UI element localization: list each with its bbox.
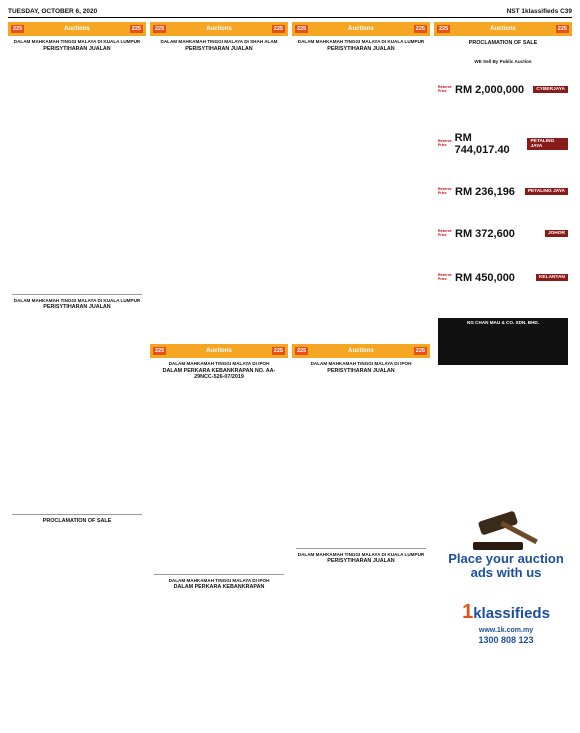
- contact-panel: [438, 318, 568, 366]
- listing-price-row: [438, 132, 568, 156]
- notice-title: PERISYTIHARAN JUALAN: [327, 367, 395, 374]
- notice-title: PERISYTIHARAN JUALAN: [327, 45, 395, 52]
- section-header: [150, 22, 288, 36]
- listing-price-row: [438, 186, 568, 198]
- section-label: Auctions: [348, 348, 374, 354]
- section-code: 225: [297, 348, 307, 354]
- notice-body: [296, 53, 426, 323]
- price-value: RM 236,196: [455, 185, 515, 198]
- auction-notice: [292, 36, 430, 326]
- section-label: Auctions: [64, 26, 90, 32]
- section-label: Auctions: [206, 26, 232, 32]
- auction-notice: [292, 358, 430, 718]
- notice-title: PERISYTIHARAN JUALAN: [43, 45, 111, 52]
- location-badge: PETALING JAYA: [525, 188, 568, 195]
- notice-body: [154, 591, 284, 729]
- price-label: Reserve Price: [438, 272, 452, 281]
- column-mid-right: [292, 344, 430, 729]
- notice-body: [296, 375, 426, 545]
- price-value: RM 372,600: [455, 227, 515, 240]
- price-value: RM 744,017.40: [454, 131, 510, 156]
- gavel-icon: [469, 512, 543, 552]
- notice-title: PERISYTIHARAN JUALAN: [43, 304, 111, 311]
- notice-title: DALAM PERKARA KEBANKRAPAN NO. AA-29NCC-526-07/2019: [162, 367, 276, 380]
- listing-description: [438, 97, 568, 129]
- page-date: TUESDAY, OCTOBER 6, 2020: [8, 8, 98, 15]
- section-label: Auctions: [348, 26, 374, 32]
- listing-description: [438, 241, 568, 269]
- publication-name: NST 1klassifieds C39: [506, 8, 572, 15]
- listing-description: [438, 199, 568, 225]
- section-code: 225: [557, 26, 567, 32]
- auction-notice: [8, 36, 146, 708]
- klassifieds-advert[interactable]: [438, 506, 574, 729]
- auction-notice: [434, 36, 572, 368]
- contact-title: NG CHAN MAU & CO. SDN. BHD.: [467, 319, 539, 325]
- section-code: 225: [415, 26, 425, 32]
- notice-title: PERISYTIHARAN JUALAN: [185, 45, 253, 52]
- notice-body: [154, 381, 284, 571]
- notice-body: [296, 565, 426, 715]
- klassifieds-logo: [438, 601, 574, 624]
- notice-title: PROCLAMATION OF SALE: [468, 40, 538, 46]
- notice-body: [12, 311, 142, 511]
- section-code: 225: [273, 348, 283, 354]
- notice-body: [438, 47, 568, 59]
- column-2: [150, 22, 288, 338]
- auction-notice: [150, 36, 288, 326]
- notice-title: PERISYTIHARAN JUALAN: [327, 558, 395, 565]
- column-mid-left: [150, 344, 288, 729]
- location-badge: CYBERJAYA: [533, 86, 568, 93]
- notice-body: [438, 65, 568, 81]
- auction-notice: [150, 358, 288, 729]
- notice-court: DALAM MAHKAMAH TINGGI MALAYA DI KUALA LUMPUR: [297, 551, 425, 557]
- logo-word: klassifieds: [473, 605, 550, 623]
- notice-court: DALAM MAHKAMAH TINGGI MALAYA DI KUALA LUMPUR: [13, 297, 141, 303]
- advert-phone[interactable]: 1300 808 123: [478, 635, 534, 646]
- listing-price-row: [438, 228, 568, 240]
- section-header: [292, 344, 430, 358]
- column-3: [292, 22, 430, 338]
- section-code: 225: [13, 26, 23, 32]
- notice-body: [12, 525, 142, 705]
- page-header: [8, 6, 572, 18]
- section-code: 225: [297, 26, 307, 32]
- section-code: 225: [415, 348, 425, 354]
- section-code: 225: [439, 26, 449, 32]
- price-label: Reserve Price: [438, 138, 452, 147]
- listing-description: [438, 285, 568, 315]
- section-header: [292, 22, 430, 36]
- price-value: RM 450,000: [455, 271, 515, 284]
- divider: [154, 574, 284, 575]
- divider: [12, 294, 142, 295]
- logo-numeral: 1: [462, 601, 474, 624]
- price-value: RM 2,000,000: [455, 83, 525, 96]
- section-label: Auctions: [490, 26, 516, 32]
- listing-price-row: [438, 272, 568, 284]
- contact-body: [440, 325, 566, 363]
- notice-body: [154, 53, 284, 323]
- price-label: Reserve Price: [438, 228, 452, 237]
- advert-headline: Place your auction ads with us: [448, 551, 564, 580]
- notice-body: [12, 53, 142, 291]
- divider: [296, 548, 426, 549]
- section-header: [150, 344, 288, 358]
- divider: [12, 514, 142, 515]
- notice-court: DALAM MAHKAMAH TINGGI MALAYA DI KUALA LUMPUR: [297, 39, 425, 44]
- listing-price-row: [438, 84, 568, 96]
- notice-court: DALAM MAHKAMAH TINGGI MALAYA DI IPOH: [168, 361, 270, 366]
- location-badge: PETALING JAYA: [527, 138, 568, 150]
- price-label: Reserve Price: [438, 84, 452, 93]
- notice-court: DALAM MAHKAMAH TINGGI MALAYA DI SHAH ALAM: [160, 39, 278, 44]
- notice-title: DALAM PERKARA KEBANKRAPAN: [173, 584, 265, 591]
- notice-court: DALAM MAHKAMAH TINGGI MALAYA DI IPOH: [168, 577, 270, 583]
- section-code: 225: [273, 26, 283, 32]
- notice-title: PROCLAMATION OF SALE: [42, 518, 112, 525]
- section-code: 225: [131, 26, 141, 32]
- notice-court: DALAM MAHKAMAH TINGGI MALAYA DI KUALA LUMPUR: [13, 39, 141, 44]
- section-code: 225: [155, 26, 165, 32]
- section-header: [8, 22, 146, 36]
- advert-website-link[interactable]: www.1k.com.my: [478, 627, 534, 635]
- price-label: Reserve Price: [438, 186, 452, 195]
- location-badge: KELANTAN: [536, 274, 568, 281]
- notice-subtitle: WE Sell By Public Auction: [474, 59, 532, 64]
- section-header: [434, 22, 572, 36]
- column-1: [8, 22, 146, 729]
- column-4: [434, 22, 572, 502]
- notice-court: DALAM MAHKAMAH TINGGI MALAYA DI IPOH: [310, 361, 412, 366]
- section-code: 225: [155, 348, 165, 354]
- location-badge: JOHOR: [545, 230, 568, 237]
- listing-description: [438, 157, 568, 183]
- section-label: Auctions: [206, 348, 232, 354]
